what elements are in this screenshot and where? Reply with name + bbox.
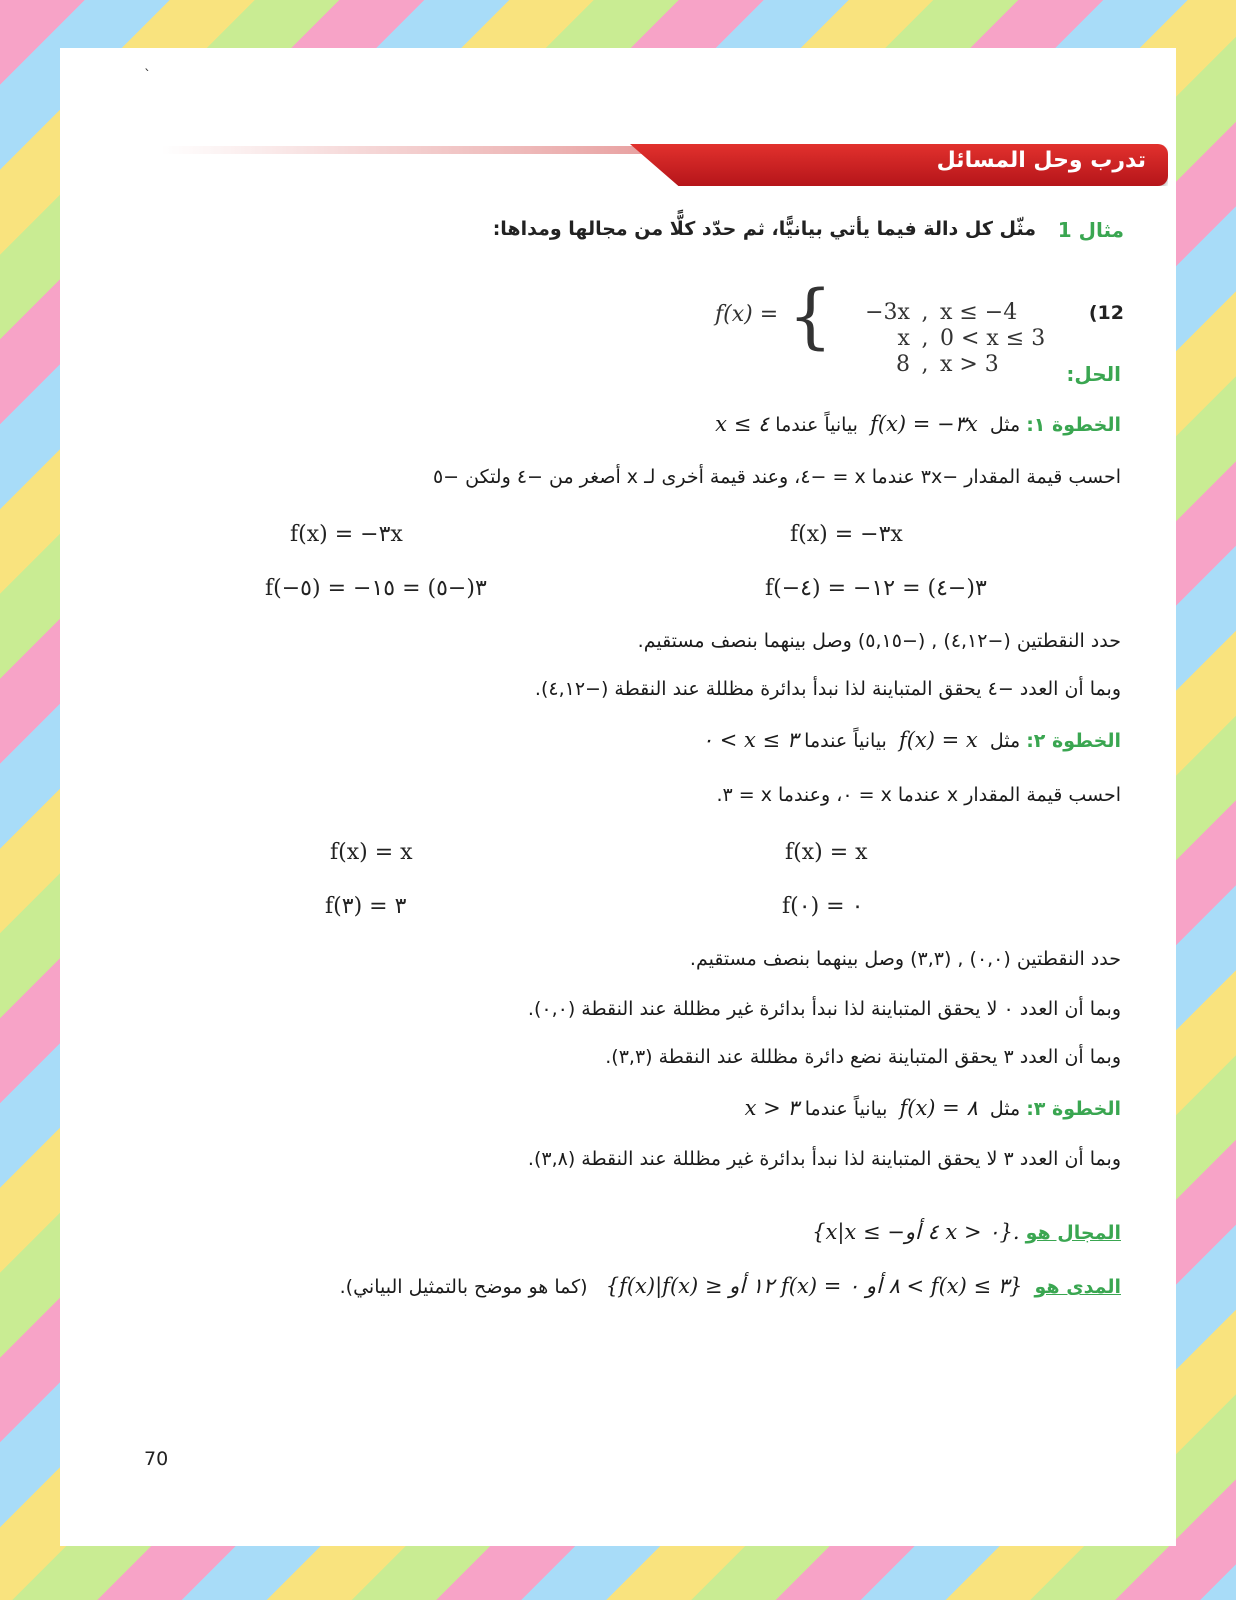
step2-calc-text: احسب قيمة المقدار x عندما x = ٠، وعندما x = ٣. — [716, 784, 1121, 806]
step2-lead: مثل — [989, 730, 1021, 752]
step2-left-eq-2: f(٣) = ٣ — [325, 894, 407, 919]
example-instruction: مثّل كل دالة فيما يأتي بيانيًّا، ثم حدّد كلًّا من مجالها ومداها: — [492, 218, 1036, 240]
case-expr: −3x — [865, 300, 910, 325]
case-cond: x > 3 — [939, 352, 999, 377]
case-separator: , — [921, 300, 929, 325]
step2-left-eq-1: f(x) = x — [330, 840, 413, 865]
step1-cond: x ≤ ٤ — [715, 412, 770, 436]
step1-left-eq-2: f(−٥) = −٣(−٥) = ١٥ — [265, 576, 487, 601]
step3-endpoint: وبما أن العدد ٣ لا يحقق المتباينة لذا نبدأ بدائرة غير مظللة عند النقطة (٣,٨). — [527, 1148, 1121, 1170]
step1-right-eq-2: f(−٤) = −٣(−٤) = ١٢ — [765, 576, 987, 601]
step1-lead: مثل — [989, 414, 1021, 436]
step2-label: الخطوة ٢: — [1026, 730, 1121, 752]
corner-mark: ` — [144, 68, 151, 84]
case-row-1 — [810, 274, 1045, 325]
domain-set: {x|x ≤ −٤ أو x > ٠}. — [812, 1220, 1020, 1244]
step2-mid: بيانياً عندما — [804, 730, 887, 752]
domain-line — [812, 1220, 1121, 1244]
section-title: تدرب وحل المسائل — [936, 148, 1146, 173]
step3-func: f(x) = ٨ — [899, 1096, 978, 1120]
step2-plot-points: حدد النقطتين (٠,٠) , (٣,٣) وصل بينهما بنصف مستقيم. — [689, 948, 1121, 970]
step2-cond: ٠ < x ≤ ٣ — [701, 728, 799, 752]
problem-number: (12 — [1088, 302, 1124, 324]
step3-mid: بيانياً عندما — [804, 1098, 888, 1120]
step2-endpoint-closed: وبما أن العدد ٣ يحقق المتباينة نضع دائرة مظللة عند النقطة (٣,٣). — [605, 1046, 1121, 1068]
case-separator: , — [921, 326, 929, 351]
step2-endpoint-open: وبما أن العدد ٠ لا يحقق المتباينة لذا نبدأ بدائرة غير مظللة عند النقطة (٠,٠). — [527, 998, 1121, 1020]
piecewise-cases — [810, 274, 1046, 377]
step1-right-eq-1: f(x) = −٣x — [790, 522, 903, 547]
case-cond: 0 < x ≤ 3 — [939, 326, 1046, 351]
domain-label: المجال هو — [1025, 1222, 1121, 1244]
step1-plot-points: حدد النقطتين (−٤,١٢) , (−٥,١٥) وصل بينهما بنصف مستقيم. — [637, 630, 1121, 652]
left-brace: { — [788, 275, 833, 357]
step1-endpoint: وبما أن العدد −٤ يحقق المتباينة لذا نبدأ بدائرة مظللة عند النقطة (−٤,١٢). — [534, 678, 1121, 700]
step2-func: f(x) = x — [898, 728, 978, 752]
range-note: (كما هو موضح بالتمثيل البياني). — [339, 1276, 588, 1298]
step3-lead: مثل — [989, 1098, 1021, 1120]
step2-right-eq-2: f(٠) = ٠ — [782, 894, 864, 919]
range-label: المدى هو — [1034, 1276, 1121, 1298]
step1-line — [715, 412, 1121, 436]
range-set: {f(x)|f(x) ≥ ١٢ أو f(x) = ٨ أو ٠ < f(x) ≤ ٣} — [605, 1274, 1023, 1298]
case-separator: , — [921, 352, 929, 377]
solution-heading: الحل: — [1066, 362, 1121, 386]
step3-label: الخطوة ٣: — [1026, 1098, 1121, 1120]
step3-line — [745, 1096, 1121, 1120]
function-lhs: f(x) = — [715, 302, 779, 327]
step1-left-eq-1: f(x) = −٣x — [290, 522, 403, 547]
step2-right-eq-1: f(x) = x — [785, 840, 868, 865]
example-label: مثال 1 — [1057, 218, 1124, 242]
step1-mid: بيانياً عندما — [775, 414, 858, 436]
step3-cond: x > ٣ — [744, 1096, 799, 1120]
page — [60, 48, 1176, 1546]
case-cond: x ≤ −4 — [939, 300, 1018, 325]
range-line — [340, 1274, 1121, 1298]
case-expr: 8 — [895, 352, 910, 377]
step1-label: الخطوة ١: — [1026, 414, 1121, 436]
case-expr: x — [897, 326, 910, 351]
step2-line — [702, 728, 1121, 752]
step1-calc-text: احسب قيمة المقدار −٣x عندما x = −٤، وعند قيمة أخرى لـ x أصغر من −٤ ولتكن −٥ — [432, 466, 1121, 488]
page-number: 70 — [144, 1448, 169, 1470]
step1-func: f(x) = −٣x — [870, 412, 978, 436]
